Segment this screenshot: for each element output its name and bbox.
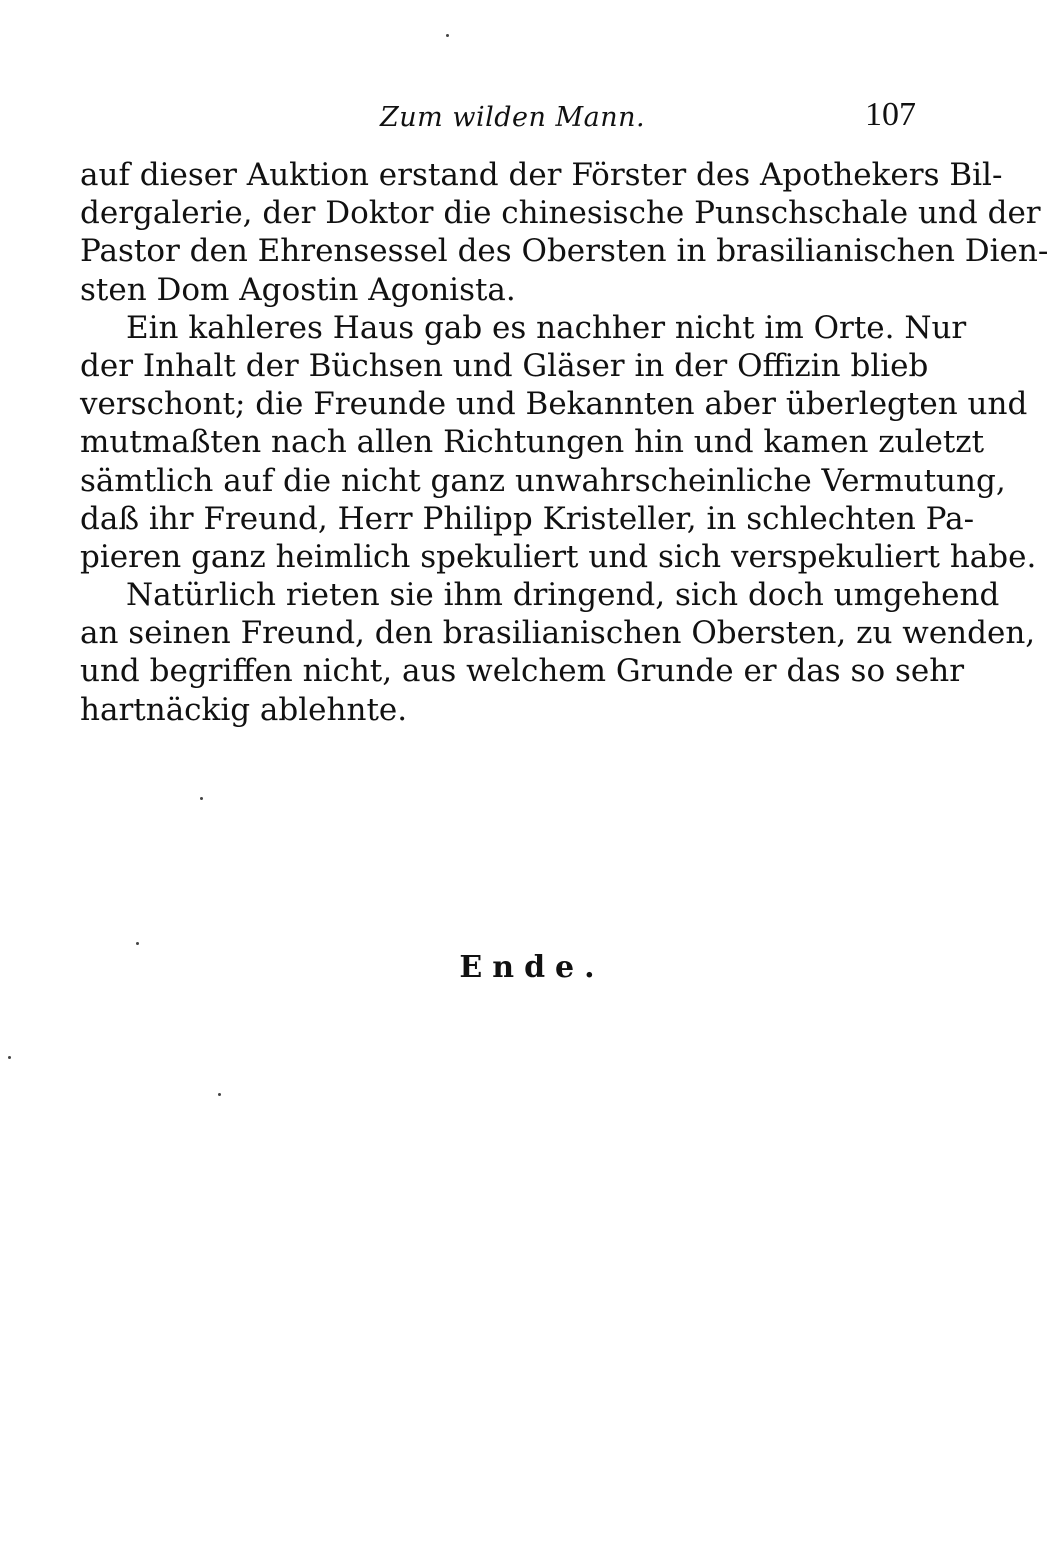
scan-speck	[8, 1056, 11, 1059]
text-line: mutmaßten nach allen Richtungen hin und kamen zuletzt	[80, 424, 985, 461]
body-text	[80, 156, 1049, 729]
running-head	[80, 96, 916, 136]
text-line: daß ihr Freund, Herr Philipp Kristeller, in schlechten Pa-	[80, 500, 975, 537]
text-line: der Inhalt der Büchsen und Gläser in der Offizin blieb	[80, 347, 929, 384]
text-line: auf dieser Auktion erstand der Förster des Apothekers Bil-	[80, 157, 1003, 193]
text-line: Ein kahleres Haus gab es nachher nicht im Orte. Nur	[126, 309, 967, 346]
text-line: pieren ganz heimlich spekuliert und sich verspekuliert habe.	[80, 538, 1037, 575]
scan-speck	[200, 797, 203, 800]
text-line: sämtlich auf die nicht ganz unwahrscheinliche Vermutung,	[80, 462, 1006, 499]
running-title: Zum wilden Mann.	[380, 102, 646, 133]
page-number: 107	[865, 96, 916, 133]
scan-speck	[218, 1093, 221, 1096]
text-line: verschont; die Freunde und Bekannten aber überlegten und	[80, 386, 1028, 423]
end-mark: Ende.	[459, 950, 605, 985]
text-line: Pastor den Ehrensessel des Obersten in brasilianischen Dien-	[80, 233, 1049, 270]
scan-speck	[136, 942, 139, 945]
text-line: und begriffen nicht, aus welchem Grunde er das so sehr	[80, 653, 965, 690]
text-line: sten Dom Agostin Agonista.	[80, 271, 516, 308]
scan-speck	[446, 34, 449, 37]
text-line: hartnäckig ablehnte.	[80, 691, 408, 728]
text-line: an seinen Freund, den brasilianischen Obersten, zu wenden,	[80, 615, 1036, 652]
text-line: dergalerie, der Doktor die chinesische Punschschale und der	[80, 195, 1041, 232]
text-line: Natürlich rieten sie ihm dringend, sich doch umgehend	[126, 577, 1000, 614]
